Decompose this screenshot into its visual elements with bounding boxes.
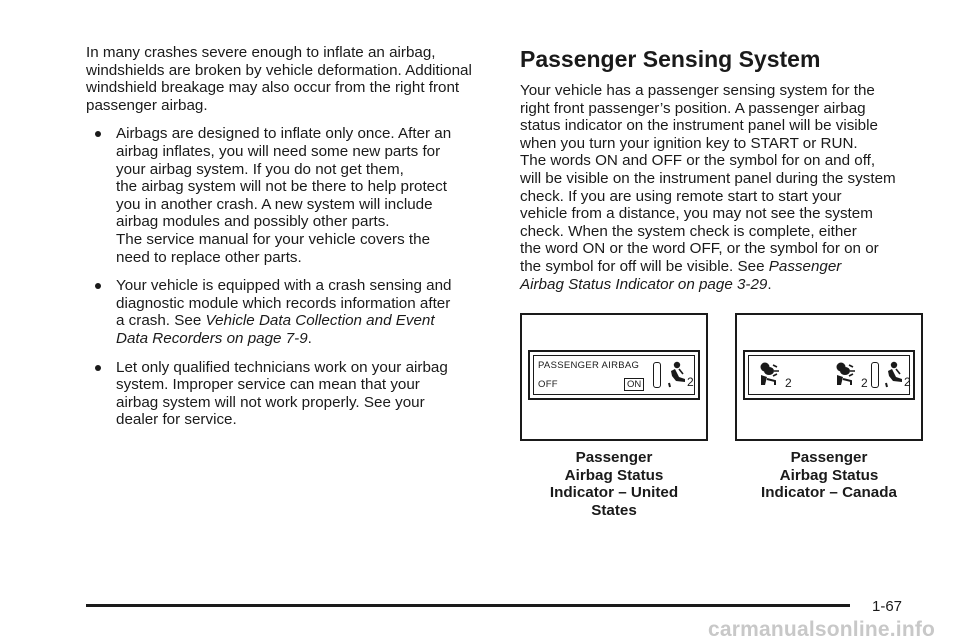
bullet-item-qualified-technicians: Let only qualified technicians work on your airbag system. Improper service can mean that your airbag system will not work properly. See your dealer for service. [86, 359, 478, 429]
indicator-display [743, 350, 915, 400]
caption-canada: Passenger Airbag Status Indicator – Canada [761, 449, 897, 502]
divider-bar-icon [871, 362, 879, 388]
figure-canada-indicator [735, 313, 923, 441]
bullet-dot-icon [95, 283, 101, 289]
page-number: 1-67 [872, 598, 903, 615]
airbag-on-symbol-icon [833, 361, 861, 389]
figure-us-indicator [520, 313, 708, 441]
divider-bar-icon [653, 362, 661, 388]
watermark: carmanualsonline.info [708, 618, 936, 640]
on-label: ON [624, 378, 644, 391]
cross-reference-link[interactable]: Airbag Status Indicator on page 3-29 [520, 275, 768, 293]
passenger-sensing-paragraph: Your vehicle has a passenger sensing system for the right front passenger’s position. A passenger airbag status indicator on the instrument panel will be visible when you turn your ignition key to START or RUN. The words ON and OFF or the symbol for on and off, will be visible on the instrument panel during the system check. If you are using remote start to start your vehicle from a distance, you may not see the system check. When the system check is complete, either the word ON or the word OFF, or the symbol for on or the symbol for off will be visible. See Passenger Airbag Status Indicator on page 3-29. [520, 82, 896, 293]
cross-reference-link[interactable]: Passenger [768, 257, 842, 275]
intro-paragraph: In many crashes severe enough to inflate an airbag, windshields are broken by vehicle deformation. Additional windshield breakage may also occur from the right front passenger airbag. [86, 44, 472, 114]
seat-occupant-icon [883, 361, 905, 389]
seat-subscript: 2 [904, 375, 911, 389]
bullet-dot-icon [95, 365, 101, 371]
footer-rule [86, 604, 850, 607]
passenger-airbag-label: PASSENGER AIRBAG [538, 360, 640, 371]
bullet-item-crash-module: Your vehicle is equipped with a crash sensing and diagnostic module which records information after a crash. See Vehicle Data Collection and Event Data Recorders on page 7-9. [86, 277, 478, 347]
airbag-off-symbol-icon [757, 361, 785, 389]
section-heading: Passenger Sensing System [520, 46, 821, 72]
cross-reference-link[interactable]: Vehicle Data Collection and Event [205, 312, 435, 330]
left-column [86, 44, 478, 440]
indicator-display [528, 350, 700, 400]
right-column [520, 44, 930, 293]
bullet-item-inflate-once: Airbags are designed to inflate only once. After an airbag inflates, you will need some new parts for your airbag system. If you do not get them, the airbag system will not be there to help protect you in another crash. A new system will include airbag modules and possibly other parts. The service manual for your vehicle covers the need to replace other parts. [86, 125, 478, 266]
cross-reference-link[interactable]: Data Recorders on page 7-9 [116, 329, 308, 347]
caption-us: Passenger Airbag Status Indicator – United States [549, 449, 679, 519]
off-label: OFF [538, 379, 558, 390]
seat-subscript: 2 [861, 376, 868, 390]
bullet-dot-icon [95, 131, 101, 137]
seat-subscript: 2 [785, 376, 792, 390]
seat-subscript: 2 [687, 375, 694, 389]
seat-occupant-icon [666, 361, 688, 389]
